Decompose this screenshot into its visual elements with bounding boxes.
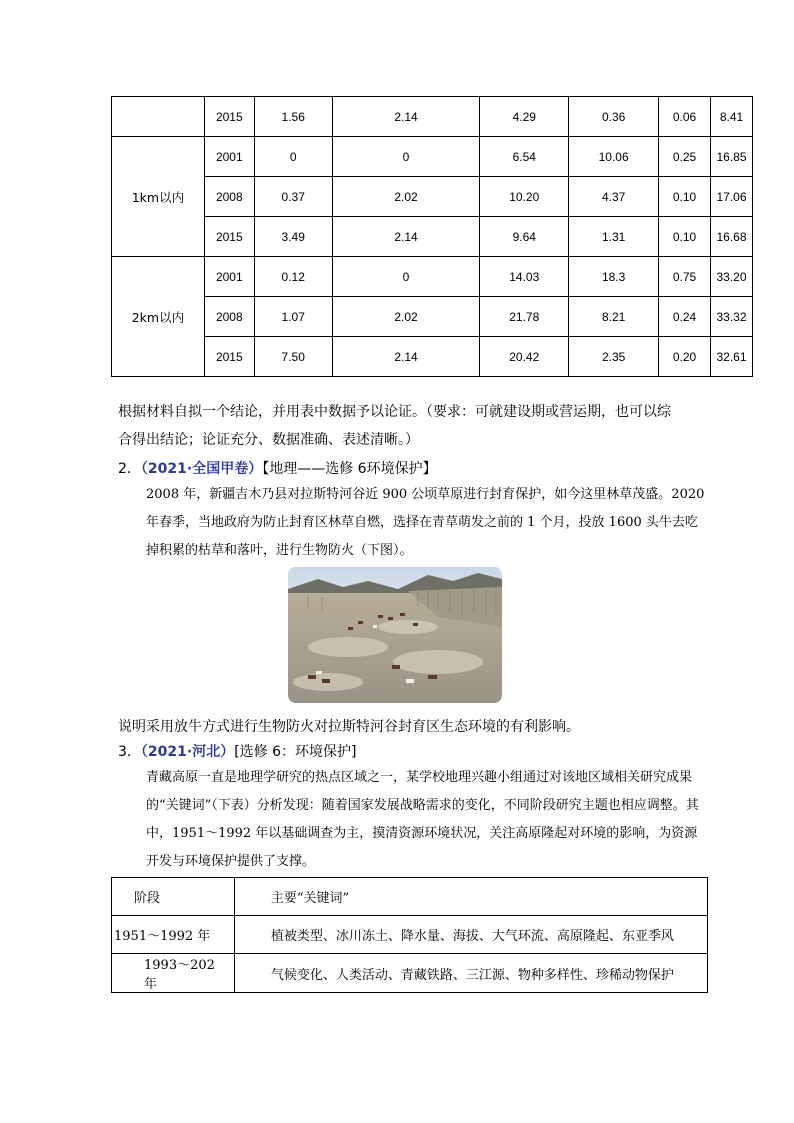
table-row xyxy=(112,916,708,954)
year-cell: 2015 xyxy=(204,97,254,137)
question-1-instruction: 根据材料自拟一个结论，并用表中数据予以论证。（要求：可就建设期或营运期，也可以综合得出结论；论证充分、数据准确、表述清晰。） xyxy=(118,404,671,448)
question-2-prompt: 说明采用放牛方式进行生物防火对拉斯特河谷封育区生态环境的有利影响。 xyxy=(118,719,580,735)
photo-illustration xyxy=(288,567,502,703)
question-title: 【地理——选修 6环境保护】 xyxy=(262,461,437,477)
stage-cell: 1993～202 年 xyxy=(112,954,235,993)
value-cell: 0 xyxy=(332,257,480,297)
value-cell: 2.14 xyxy=(332,337,480,377)
table-row xyxy=(112,954,708,993)
value-cell: 14.03 xyxy=(480,257,569,297)
year-cell: 2001 xyxy=(204,137,254,177)
stage-cell: 1951～1992 年 xyxy=(112,916,235,954)
value-cell: 33.32 xyxy=(710,297,752,337)
value-cell: 0.10 xyxy=(659,177,711,217)
value-cell: 0.20 xyxy=(659,337,711,377)
question-number: 3． xyxy=(118,744,141,760)
table-header-row xyxy=(112,878,708,916)
table-row xyxy=(112,337,753,377)
value-cell: 1.56 xyxy=(254,97,332,137)
question-source: （2021·全国甲卷） xyxy=(140,461,263,477)
row-group-cell: 2km以内 xyxy=(112,257,205,377)
table-row xyxy=(112,257,753,297)
header-keywords: 主要“关键词” xyxy=(234,878,707,916)
question-title: [选修 6：环境保护] xyxy=(234,744,357,760)
cattle-grazing-photo xyxy=(288,567,502,703)
data-table xyxy=(111,96,753,377)
question-source: （2021·河北） xyxy=(140,744,235,760)
year-cell: 2001 xyxy=(204,257,254,297)
value-cell: 16.68 xyxy=(710,217,752,257)
value-cell: 2.14 xyxy=(332,217,480,257)
question-number: 2． xyxy=(118,461,141,477)
value-cell: 20.42 xyxy=(480,337,569,377)
value-cell: 9.64 xyxy=(480,217,569,257)
year-cell: 2015 xyxy=(204,217,254,257)
value-cell: 18.3 xyxy=(569,257,659,297)
value-cell: 0.25 xyxy=(659,137,711,177)
value-cell: 2.02 xyxy=(332,297,480,337)
question-3-body: 青藏高原一直是地理学研究的热点区域之一，某学校地理兴趣小组通过对该地区域相关研究成果的“关键词”（下表）分析发现：随着国家发展战略需求的变化，不同阶段研究主题也相应调整。其中，1951～1992 年以基础调查为主，摸清资源环境状况，关注高原隆起对环境的影响，为资源开发与环境保护提供了支撑。 xyxy=(146,770,699,869)
value-cell: 2.14 xyxy=(332,97,480,137)
year-cell: 2008 xyxy=(204,297,254,337)
table-row xyxy=(112,177,753,217)
value-cell: 0.75 xyxy=(659,257,711,297)
value-cell: 4.37 xyxy=(569,177,659,217)
value-cell: 33.20 xyxy=(710,257,752,297)
question-2-body-text: 2008 年，新疆吉木乃县对拉斯特河谷近 900 公顷草原进行封育保护，如今这里林草茂盛。2020 年春季，当地政府为防止封育区林草自燃，选择在青草萌发之前的 1 个月，投放 1600 头牛去吃掉积累的枯草和落叶，进行生物防火（下图）。 xyxy=(146,487,705,558)
value-cell: 32.61 xyxy=(710,337,752,377)
value-cell: 1.07 xyxy=(254,297,332,337)
value-cell: 17.06 xyxy=(710,177,752,217)
value-cell: 4.29 xyxy=(480,97,569,137)
question-2-body xyxy=(146,481,706,565)
value-cell: 21.78 xyxy=(480,297,569,337)
value-cell: 3.49 xyxy=(254,217,332,257)
year-cell: 2015 xyxy=(204,337,254,377)
question-2-header xyxy=(118,458,437,478)
header-stage: 阶段 xyxy=(112,878,235,916)
value-cell: 7.50 xyxy=(254,337,332,377)
value-cell: 0.12 xyxy=(254,257,332,297)
value-cell: 2.35 xyxy=(569,337,659,377)
value-cell: 10.20 xyxy=(480,177,569,217)
value-cell: 10.06 xyxy=(569,137,659,177)
value-cell: 1.31 xyxy=(569,217,659,257)
value-cell: 16.85 xyxy=(710,137,752,177)
value-cell: 0.24 xyxy=(659,297,711,337)
table-row xyxy=(112,217,753,257)
table-row xyxy=(112,137,753,177)
value-cell: 0 xyxy=(332,137,480,177)
table-row xyxy=(112,97,753,137)
value-cell: 6.54 xyxy=(480,137,569,177)
value-cell: 0.06 xyxy=(659,97,711,137)
keywords-cell: 植被类型、冰川冻土、降水量、海拔、大气环流、高原隆起、东亚季风 xyxy=(234,916,707,954)
value-cell: 0.10 xyxy=(659,217,711,257)
value-cell: 0.36 xyxy=(569,97,659,137)
value-cell: 8.41 xyxy=(710,97,752,137)
value-cell: 0.37 xyxy=(254,177,332,217)
row-group-cell: 1km以内 xyxy=(112,137,205,257)
year-cell: 2008 xyxy=(204,177,254,217)
value-cell: 0 xyxy=(254,137,332,177)
value-cell: 2.02 xyxy=(332,177,480,217)
keywords-cell: 气候变化、人类活动、青藏铁路、三江源、物种多样性、珍稀动物保护 xyxy=(234,954,707,993)
table-row xyxy=(112,297,753,337)
value-cell: 8.21 xyxy=(569,297,659,337)
question-3-header xyxy=(118,741,357,761)
keyword-table xyxy=(111,877,708,993)
row-group-cell xyxy=(112,97,205,137)
